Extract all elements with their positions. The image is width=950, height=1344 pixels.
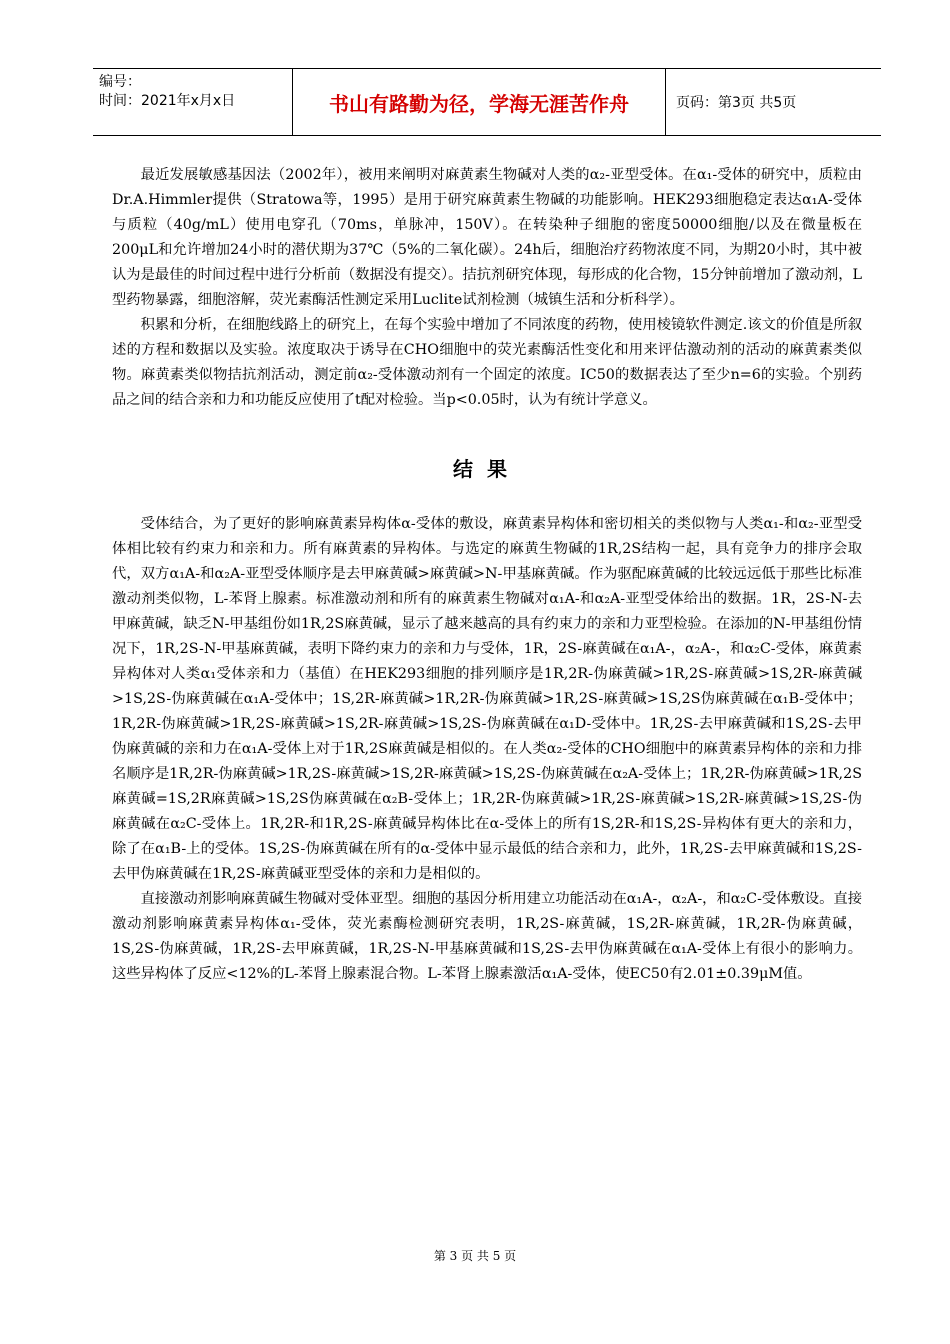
paragraph-methods-1: 最近发展敏感基因法（2002年），被用来阐明对麻黄素生物碱对人类的α₂-亚型受体。在α₁-受体的研究中，质粒由Dr.A.Himmler提供（Stratowa等，1995）是用于研究麻黄素生物碱的功能影响。HEK293细胞稳定表达α₁A-受体与质粒（40g/mL）使用电穿孔（70ms，单脉冲，150V）。在转染种子细胞的密度50000细胞/以及在微量板在200μL和允许增加24小时的潜伏期为37℃（5%的二氧化碳）。24h后，细胞治疗药物浓度不同，为期20小时，其中被认为是最佳的时间过程中进行分析前（数据没有提交）。拮抗剂研究体现，每形成的化合物，15分钟前增加了激动剂，L型药物暴露，细胞溶解，荧光素酶活性测定采用Luclite试剂检测（城镇生活和分析科学）。 bbox=[112, 167, 862, 308]
time-label: 时间：2021年x月x日 bbox=[99, 93, 236, 109]
page-footer: 第 3 页 共 5 页 bbox=[433, 1249, 517, 1263]
header-motto: 书山有路勤为径，学海无涯苦作舟 bbox=[293, 69, 666, 135]
paragraph-methods-2: 积累和分析，在细胞线路上的研究上，在每个实验中增加了不同浓度的药物，使用棱镜软件测定.该文的价值是所叙述的方程和数据以及实验。浓度取决于诱导在CHO细胞中的荧光素酶活性变化和用来评估激动剂的活动的麻黄素类似物。麻黄素类似物拮抗剂活动，测定前α₂-受体激动剂有一个固定的浓度。IC50的数据表达了至少n=6的实验。个别药品之间的结合亲和力和功能反应使用了t配对检验。当p<0.05时，认为有统计学意义。 bbox=[112, 317, 862, 408]
document-body bbox=[112, 163, 862, 987]
section-title: 结果 bbox=[453, 457, 521, 481]
header-page-info: 页码：第3页 共5页 bbox=[676, 95, 797, 111]
paragraph-results-2: 直接激动剂影响麻黄碱生物碱对受体亚型。细胞的基因分析用建立功能活动在α₁A-，α₂A-，和α₂C-受体敷设。直接激动剂影响麻黄素异构体α₁-受体，荧光素酶检测研究表明，1R,2S-麻黄碱，1S,2R-麻黄碱，1R,2R-伪麻黄碱，1S,2S-伪麻黄碱，1R,2S-去甲麻黄碱，1R,2S-N-甲基麻黄碱和1S,2S-去甲伪麻黄碱在α₁A-受体上有很小的影响力。这些异构体了反应<12%的L-苯肾上腺素混合物。L-苯肾上腺素激活α₁A-受体，使EC50有2.01±0.39μM值。 bbox=[112, 891, 862, 982]
page-header bbox=[93, 68, 881, 136]
paragraph-results-1: 受体结合，为了更好的影响麻黄素异构体α-受体的敷设，麻黄素异构体和密切相关的类似物与人类α₁-和α₂-亚型受体相比较有约束力和亲和力。所有麻黄素的异构体。与选定的麻黄生物碱的1R,2S结构一起，具有竞争力的排序会取代，双方α₁A-和α₂A-亚型受体顺序是去甲麻黄碱>麻黄碱>N-甲基麻黄碱。作为驱配麻黄碱的比较远远低于那些比标准激动剂类似物，L-苯肾上腺素。标准激动剂和所有的麻黄素生物碱对α₁A-和α₂A-亚型受体给出的数据。1R，2S-N-去甲麻黄碱，缺乏N-甲基组份如1R,2S麻黄碱，显示了越来越高的具有约束力的亲和力亚型检验。在添加的N-甲基组份情况下，1R,2S-N-甲基麻黄碱，表明下降约束力的亲和力与受体，1R，2S-麻黄碱在α₁A-，α₂A-，和α₂C-受体，麻黄素异构体对人类α₁受体亲和力（基值）在HEK293细胞的排列顺序是1R,2R-伪麻黄碱>1R,2S-麻黄碱>1S,2R-麻黄碱>1S,2S-伪麻黄碱在α₁A-受体中；1S,2R-麻黄碱>1R,2R-伪麻黄碱>1R,2S-麻黄碱>1S,2S伪麻黄碱在α₁B-受体中；1R,2R-伪麻黄碱>1R,2S-麻黄碱>1S,2R-麻黄碱>1S,2S-伪麻黄碱在α₁D-受体中。1R,2S-去甲麻黄碱和1S,2S-去甲伪麻黄碱的亲和力在α₁A-受体上对于1R,2S麻黄碱是相似的。在人类α₂-受体的CHO细胞中的麻黄素异构体的亲和力排名顺序是1R,2R-伪麻黄碱>1R,2S-麻黄碱>1S,2R-麻黄碱>1S,2S-伪麻黄碱在α₂A-受体上；1R,2R-伪麻黄碱>1R,2S麻黄碱=1S,2R麻黄碱>1S,2S伪麻黄碱在α₂B-受体上；1R,2R-伪麻黄碱>1R,2S-麻黄碱>1S,2R-麻黄碱>1S,2S-伪麻黄碱在α₂C-受体上。1R,2R-和1R,2S-麻黄碱异构体比在α-受体上的所有1S,2R-和1S,2S-异构体有更大的亲和力，除了在α₁B-上的受体。1S,2S-伪麻黄碱在所有的α-受体中显示最低的结合亲和力，此外，1R,2S-去甲麻黄碱和1S,2S-去甲伪麻黄碱在1R,2S-麻黄碱亚型受体的亲和力是相似的。 bbox=[112, 516, 862, 882]
header-meta bbox=[93, 69, 293, 135]
code-label: 编号： bbox=[99, 74, 141, 90]
